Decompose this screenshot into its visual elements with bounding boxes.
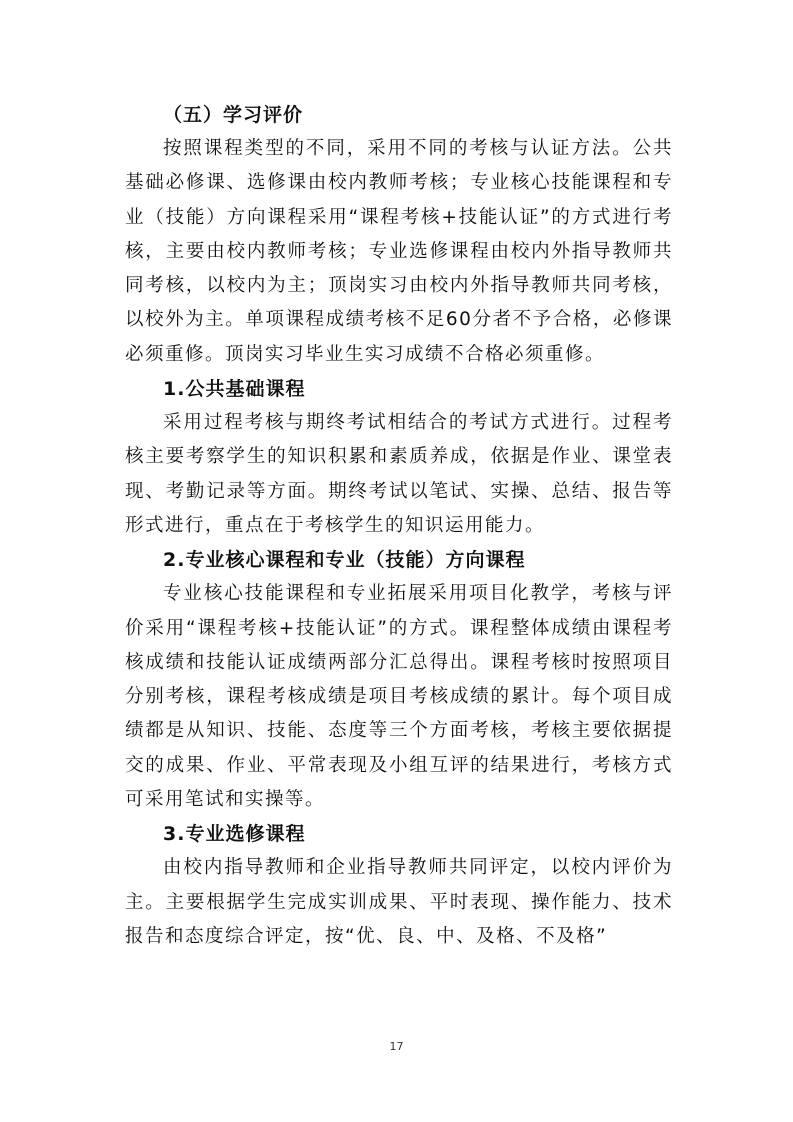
section-heading-public-basic-courses: 1.公共基础课程: [163, 378, 306, 401]
paragraph-elective-courses: 由校内指导教师和企业指导教师共同评定，以校内评价为主。主要根据学生完成实训成果、平时表现、操作能力、技术报告和态度综合评定，按“优、良、中、及格、不及格”: [125, 857, 673, 947]
section-heading-learning-evaluation: （五）学习评价: [163, 104, 304, 126]
section-heading-core-courses: 2.专业核心课程和专业（技能）方向课程: [163, 549, 526, 572]
paragraph-public-basic-courses: 采用过程考核与期终考试相结合的考试方式进行。过程考核主要考察学生的知识积累和素质养成，依据是作业、课堂表现、考勤记录等方面。期终考试以笔试、实操、总结、报告等形式进行，重点在于考核学生的知识运用能力。: [125, 412, 673, 536]
paragraph-core-courses: 专业核心技能课程和专业拓展采用项目化教学，考核与评价采用“课程考核+技能认证”的方式。课程整体成绩由课程考核成绩和技能认证成绩两部分汇总得出。课程考核时按照项目分别考核，课程考核成绩是项目考核成绩的累计。每个项目成绩都是从知识、技能、态度等三个方面考核，考核主要依据提交的成果、作业、平常表现及小组互评的结果进行，考核方式可采用笔试和实操等。: [125, 583, 673, 811]
section-heading-elective-courses: 3.专业选修课程: [163, 823, 306, 846]
page-number: 17: [389, 1040, 404, 1053]
paragraph-learning-evaluation: 按照课程类型的不同，采用不同的考核与认证方法。公共基础必修课、选修课由校内教师考核；专业核心技能课程和专业（技能）方向课程采用“课程考核+技能认证”的方式进行考核，主要由校内教师考核；专业选修课程由校内外指导教师共同考核，以校内为主；顶岗实习由校内外指导教师共同考核，以校外为主。单项课程成绩考核不足60分者不予合格，必修课必须重修。顶岗实习毕业生实习成绩不合格必须重修。: [125, 138, 673, 365]
page-content: [125, 98, 673, 954]
